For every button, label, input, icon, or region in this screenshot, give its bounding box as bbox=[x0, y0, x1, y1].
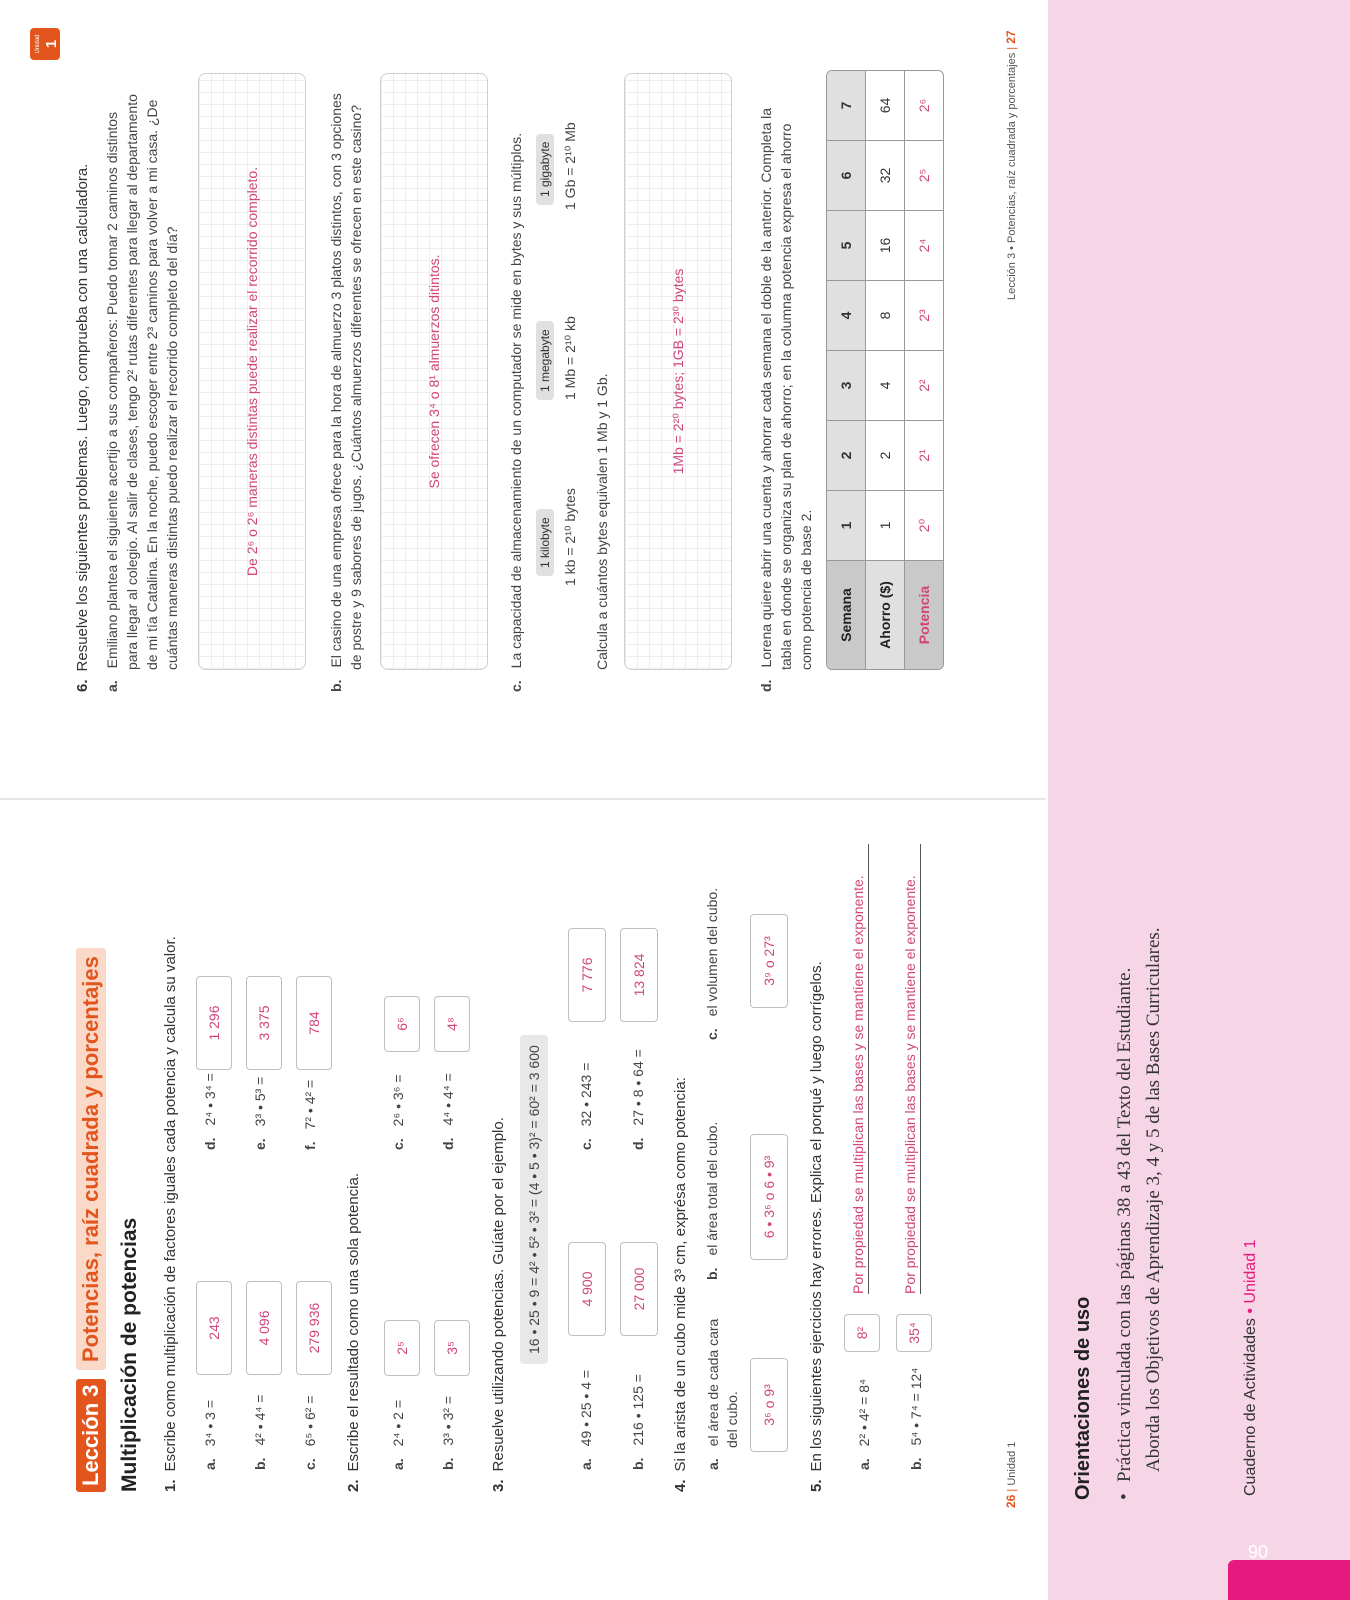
table-cell: 64 bbox=[866, 71, 905, 140]
table-cell: 5 bbox=[827, 210, 866, 280]
ex3-answer-a[interactable]: 4 900 bbox=[568, 1242, 606, 1336]
table-cell: 4 bbox=[827, 280, 866, 350]
ex4-item-b: b.el área total del cubo. bbox=[704, 1121, 720, 1280]
ex6a-answer-area[interactable]: De 2⁶ o 2⁶ maneras distintas puede realizar el recorrido completo. bbox=[198, 73, 306, 670]
table-cell[interactable]: 2⁰ bbox=[905, 490, 943, 560]
ex2-answer-a[interactable]: 2⁵ bbox=[384, 1320, 420, 1376]
unit-badge bbox=[30, 28, 60, 60]
right-footer-text: Lección 3 • Potencias, raíz cuadrada y porcentajes bbox=[1006, 52, 1018, 300]
row-header-potencia: Potencia bbox=[905, 560, 943, 669]
sidebar-bullet: •Práctica vinculada con las páginas 38 a 43 del Texto del Estudiante. Aborda los Objetivos de Aprendizaje 3, 4 y 5 de las Bases Curriculares. bbox=[1110, 927, 1168, 1500]
ex2-answer-b[interactable]: 3⁵ bbox=[434, 1320, 470, 1376]
unit-badge-small: Unidad bbox=[35, 34, 41, 54]
sidebar-page-number: 90 bbox=[1247, 1542, 1269, 1562]
bullet-icon: • bbox=[1114, 1493, 1135, 1500]
table-cell[interactable]: 2⁶ bbox=[916, 98, 932, 113]
ex3-heading: 3.Resuelve utilizando potencias. Guíate por el ejemplo. bbox=[490, 1117, 507, 1492]
ex1-answer-f[interactable]: 784 bbox=[296, 976, 332, 1070]
ex6b-answer-area[interactable]: Se ofrecen 3⁴ o 8¹ almuerzos ditintos. bbox=[380, 73, 488, 670]
ex4-answer-a[interactable]: 3⁶ o 9³ bbox=[750, 1358, 788, 1452]
ex1-item-e: e.3³ • 5³ = bbox=[252, 1076, 268, 1150]
ex2-item-a: a.2⁴ • 2 = bbox=[390, 1399, 406, 1470]
ex2-heading: 2.Escribe el resultado como una sola potencia. bbox=[345, 1172, 362, 1492]
table-cell: 1 bbox=[866, 490, 905, 560]
ex3-example: 16 • 25 • 9 = 4² • 5² • 3² = (4 • 5 • 3)² = 60² = 3 600 bbox=[520, 1035, 548, 1364]
ex1-item-b: b.4² • 4⁴ = bbox=[252, 1394, 268, 1470]
table-cell[interactable]: 2⁴ bbox=[905, 210, 943, 280]
ex3-answer-c[interactable]: 7 776 bbox=[568, 928, 606, 1022]
savings-table bbox=[826, 70, 944, 670]
sidebar-book: Cuaderno de Actividades • Unidad 1 bbox=[1242, 1239, 1259, 1496]
table-cell: 1 bbox=[827, 490, 866, 560]
table-row-semana bbox=[827, 71, 866, 669]
lesson-tag: Lección 3 bbox=[76, 1379, 106, 1492]
ex2-item-b: b.3³ • 3² = bbox=[440, 1395, 456, 1470]
table-cell: 4 bbox=[866, 350, 905, 420]
badge-megabyte: 1 megabyte bbox=[536, 321, 554, 400]
table-cell: 6 bbox=[827, 140, 866, 210]
table-cell: 8 bbox=[866, 280, 905, 350]
unit-badge-number: 1 bbox=[43, 39, 60, 49]
table-cell: 2 bbox=[827, 420, 866, 490]
ex1-heading: 1.Escribe como multiplicación de factores iguales cada potencia y calcula su valor. bbox=[162, 936, 179, 1492]
table-cell[interactable]: 2¹ bbox=[905, 420, 943, 490]
right-page-number: 27 bbox=[1004, 30, 1018, 44]
section-title: Multiplicación de potencias bbox=[118, 1217, 141, 1492]
table-cell: 7 bbox=[827, 71, 866, 140]
badge-kilobyte: 1 kilobyte bbox=[536, 509, 554, 576]
badge-gigabyte: 1 gigabyte bbox=[536, 134, 554, 205]
eq-kilobyte: 1 kb = 2¹⁰ bytes bbox=[562, 488, 578, 586]
row-header-ahorro: Ahorro ($) bbox=[866, 560, 905, 669]
ex4-heading: 4.Si la arista de un cubo mide 3³ cm, exprésa como potencia: bbox=[672, 1077, 689, 1492]
table-cell: 32 bbox=[866, 140, 905, 210]
ex4-answer-b[interactable]: 6 • 3⁶ o 6 • 9³ bbox=[750, 1134, 788, 1260]
ex1-item-a: a.3⁴ • 3 = bbox=[202, 1399, 218, 1470]
ex1-item-c: c.6⁵ • 6² = bbox=[302, 1395, 318, 1470]
ex1-answer-c[interactable]: 279 936 bbox=[296, 1281, 332, 1375]
left-page-number: 26 bbox=[1004, 1494, 1018, 1508]
ex4-item-c: c.el volumen del cubo. bbox=[704, 887, 720, 1040]
ex3-answer-b[interactable]: 27 000 bbox=[620, 1242, 658, 1336]
table-row-ahorro bbox=[866, 71, 905, 669]
ex1-answer-e[interactable]: 3 375 bbox=[246, 976, 282, 1070]
ex3-answer-d[interactable]: 13 824 bbox=[620, 928, 658, 1022]
ex1-item-f: f.7² • 4² = bbox=[302, 1079, 318, 1150]
row-header-semana: Semana bbox=[827, 560, 866, 669]
ex1-answer-d[interactable]: 1 296 bbox=[196, 976, 232, 1070]
ex5-item-b: b.5⁴ • 7⁴ = 12⁴ bbox=[908, 1367, 924, 1470]
table-cell: 2 bbox=[866, 420, 905, 490]
ex2-answer-c[interactable]: 6⁶ bbox=[384, 996, 420, 1052]
table-cell[interactable]: 2⁵ bbox=[905, 140, 943, 210]
ex1-item-d: d.2⁴ • 3⁴ = bbox=[202, 1073, 218, 1150]
left-footer-text: Unidad 1 bbox=[1006, 1441, 1018, 1486]
ex6d-text: d.Lorena quiere abrir una cuenta y ahorrar cada semana el doble de la anterior. Completa la tabla en donde se organiza su plan de ahorro; en la columna potencia expresa el ahorro como potencia de base 2. bbox=[758, 107, 814, 692]
table-cell: 16 bbox=[866, 210, 905, 280]
ex5-reason-a[interactable]: Por propiedad se multiplican las bases y se mantiene el exponente. bbox=[850, 844, 869, 1294]
ex3-item-c: c.32 • 243 = bbox=[578, 1062, 594, 1150]
ex5-item-a: a.2² • 4² = 8⁴ bbox=[856, 1378, 872, 1470]
ex5-reason-b[interactable]: Por propiedad se multiplican las bases y se mantiene el exponente. bbox=[902, 844, 921, 1294]
sidebar-page-badge bbox=[1228, 1560, 1350, 1600]
table-row-potencia bbox=[905, 71, 943, 669]
lesson-header bbox=[76, 948, 106, 1492]
ex6c-answer-area[interactable]: 1Mb = 2²⁰ bytes; 1GB = 2³⁰ bytes bbox=[624, 73, 732, 670]
ex4-item-a: a.el área de cada cara del cubo. bbox=[705, 1318, 740, 1470]
eq-megabyte: 1 Mb = 2¹⁰ kb bbox=[562, 316, 578, 400]
ex3-item-a: a.49 • 25 • 4 = bbox=[578, 1369, 594, 1470]
table-cell[interactable]: 2² bbox=[905, 350, 943, 420]
ex2-item-c: c.2⁶ • 3⁶ = bbox=[390, 1074, 406, 1150]
lesson-title: Potencias, raíz cuadrada y porcentajes bbox=[76, 948, 106, 1370]
left-footer: 26 | Unidad 1 bbox=[1004, 1441, 1018, 1508]
ex2-item-d: d.4⁴ • 4⁴ = bbox=[440, 1073, 456, 1150]
ex3-item-d: d.27 • 8 • 64 = bbox=[630, 1049, 646, 1150]
ex5-fix-a[interactable]: 8² bbox=[844, 1314, 880, 1352]
ex5-heading: 5.En los siguientes ejercicios hay errores. Explica el porqué y luego corrígelos. bbox=[808, 961, 825, 1492]
ex2-answer-d[interactable]: 4⁸ bbox=[434, 996, 470, 1052]
eq-gigabyte: 1 Gb = 2¹⁰ Mb bbox=[562, 122, 578, 210]
table-cell: 3 bbox=[827, 350, 866, 420]
ex6b-text: b.El casino de una empresa ofrece para la hora de almuerzo 3 platos distintos, con 3 opciones de postre y 9 sabores de jugos. ¿Cuántos almuerzos diferentes se ofrecen en este casino? bbox=[328, 93, 364, 692]
sidebar-title: Orientaciones de uso bbox=[1072, 1296, 1094, 1500]
ex5-fix-b[interactable]: 35⁴ bbox=[896, 1314, 932, 1352]
ex6c-text: c.La capacidad de almacenamiento de un computador se mide en bytes y sus múltiplos. bbox=[508, 132, 524, 692]
table-cell[interactable]: 2³ bbox=[905, 280, 943, 350]
right-footer: Lección 3 • Potencias, raíz cuadrada y porcentajes | 27 bbox=[1004, 30, 1018, 300]
ex1-answer-a[interactable]: 243 bbox=[196, 1281, 232, 1375]
ex6c-question: Calcula a cuántos bytes equivalen 1 Mb y 1 Gb. bbox=[594, 373, 610, 670]
ex6-heading: 6.Resuelve los siguientes problemas. Luego, comprueba con una calculadora. bbox=[74, 163, 91, 692]
ex4-answer-c[interactable]: 3⁹ o 27³ bbox=[750, 914, 788, 1008]
ex3-item-b: b.216 • 125 = bbox=[630, 1374, 646, 1470]
ex6a-text: a.Emiliano plantea el siguiente acertijo a sus compañeros: Puedo tomar 2 caminos distintos para llegar al colegio. Al salir de clases, tengo 2² rutas diferentes para llegar al departamento de mi tía Catalina. En la noche, puedo escoger entre 2³ caminos para volver a mi casa. ¿De cuántas maneras distintas puedo realizar el recorrido completo del día? bbox=[104, 94, 180, 692]
ex1-answer-b[interactable]: 4 096 bbox=[246, 1281, 282, 1375]
